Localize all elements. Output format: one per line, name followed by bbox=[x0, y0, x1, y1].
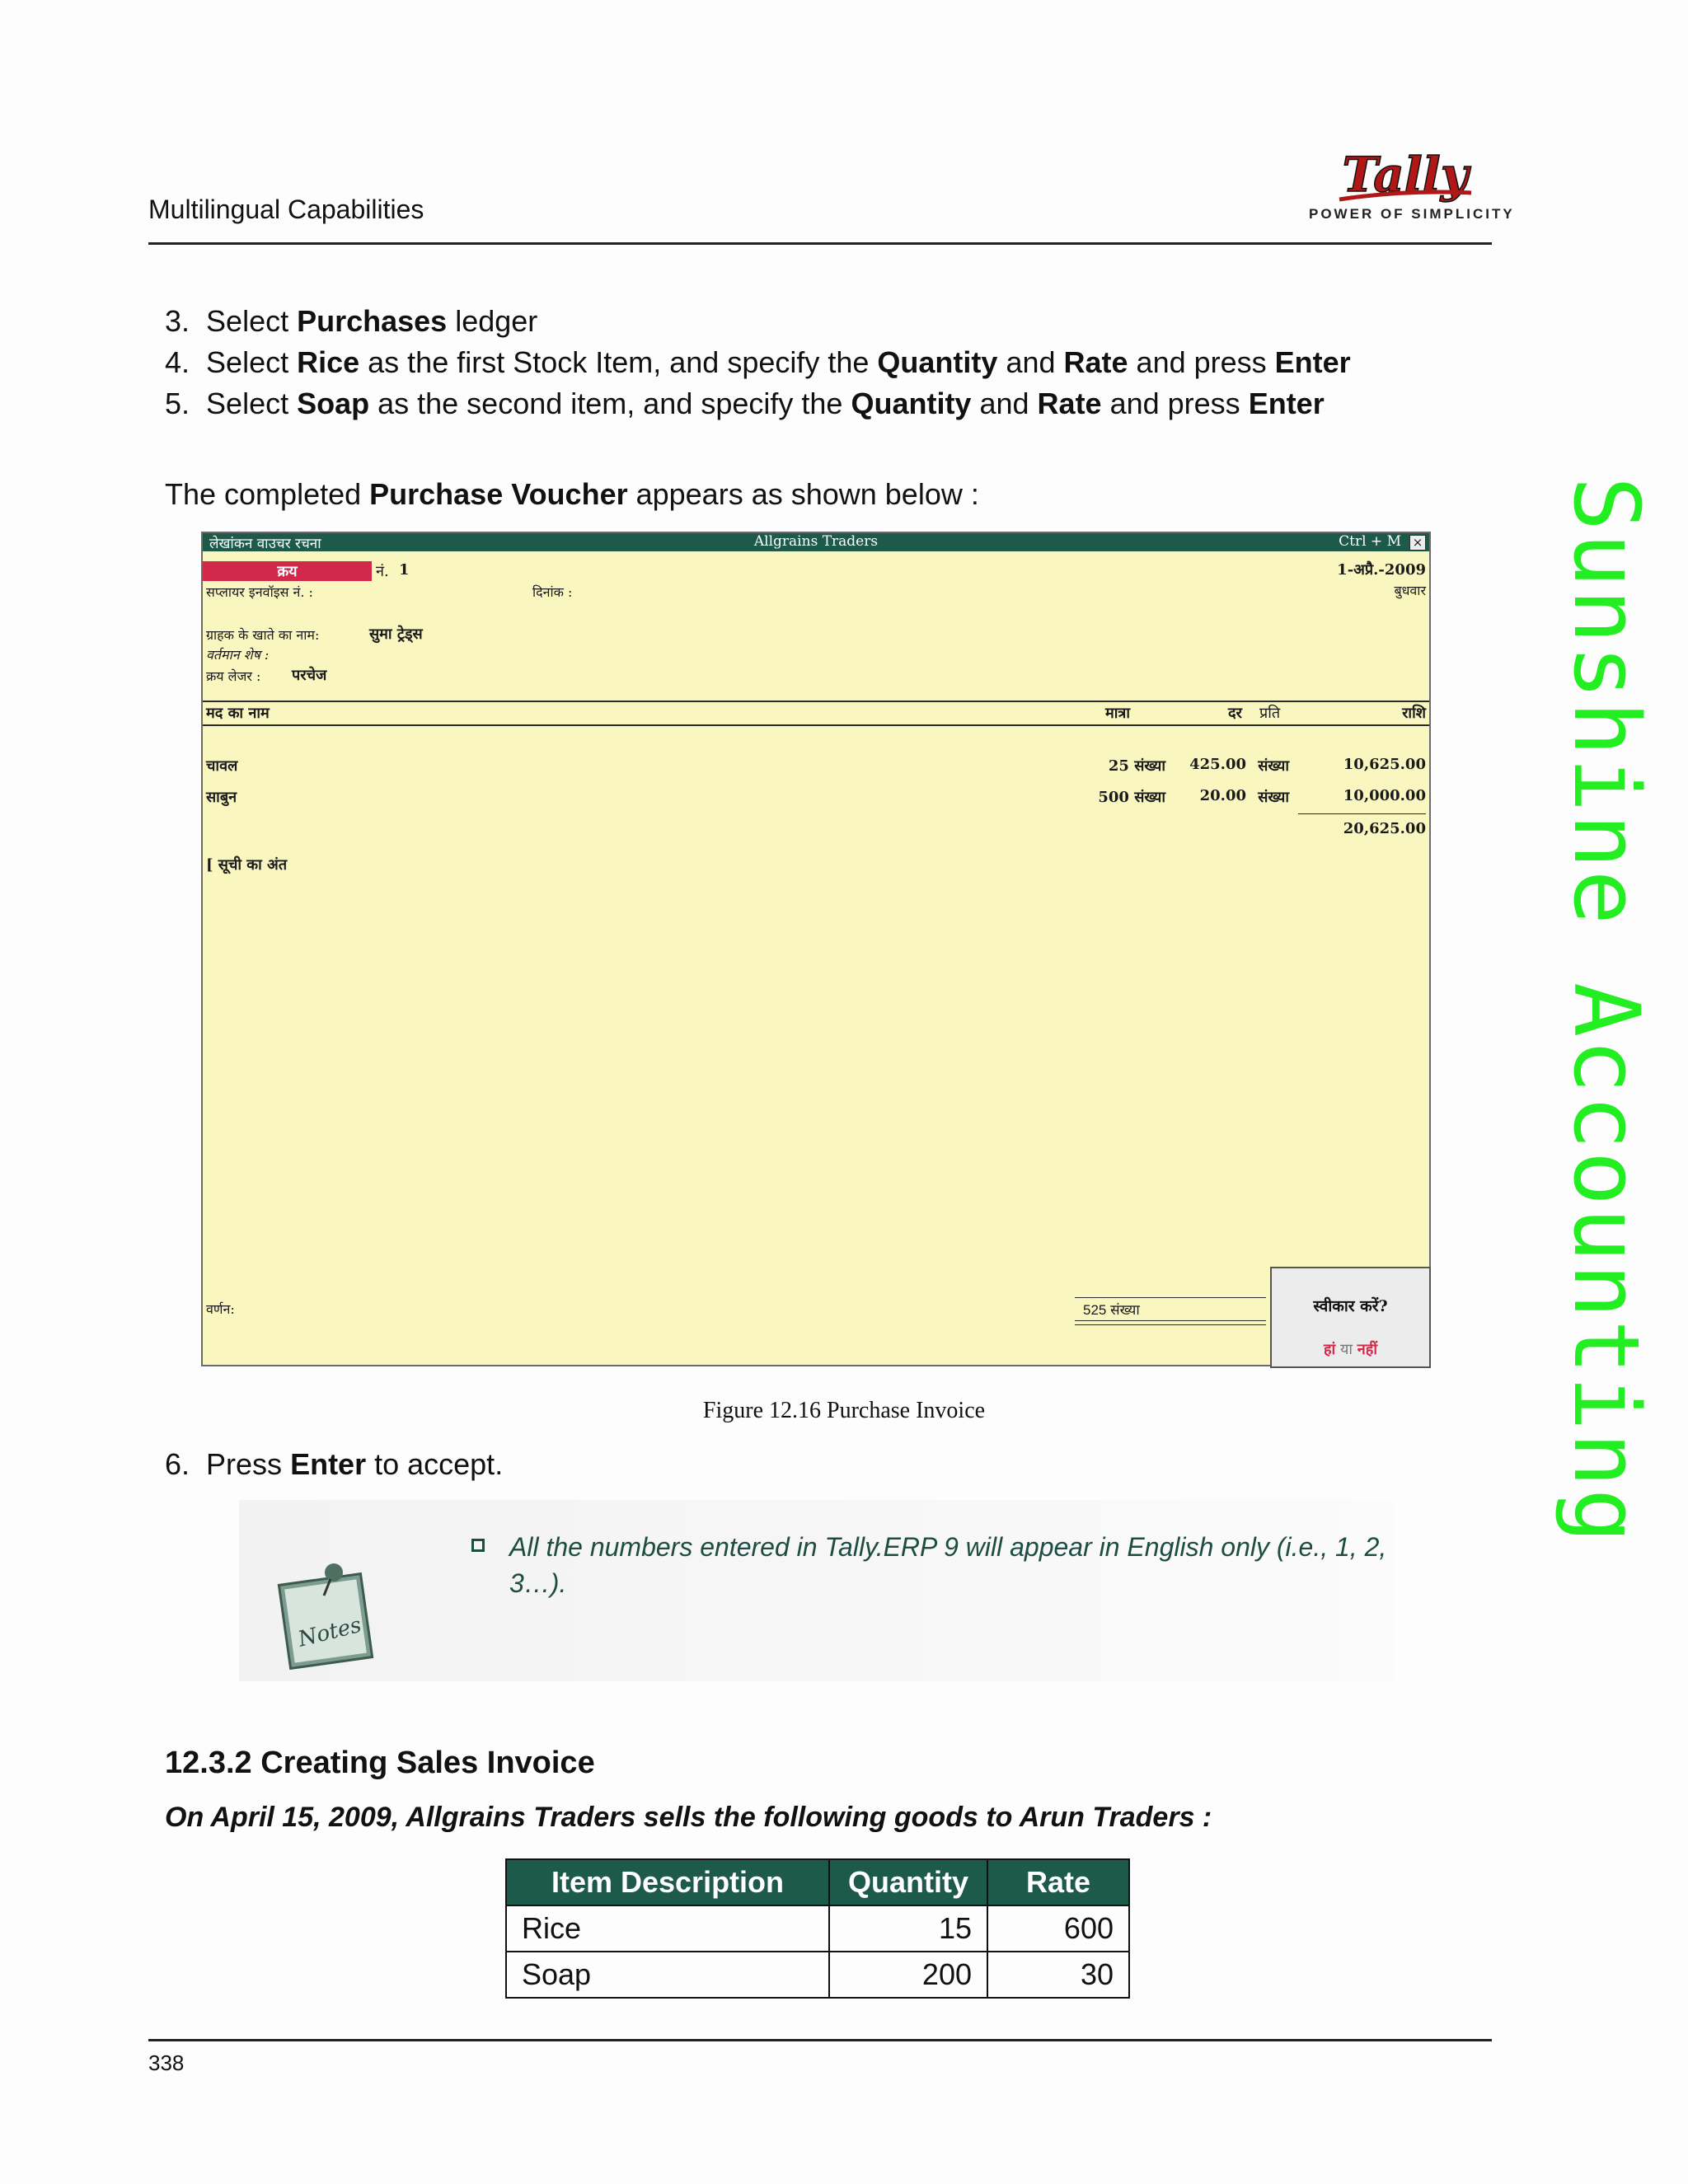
footer-divider bbox=[148, 2039, 1492, 2041]
cell-rate: 600 bbox=[987, 1905, 1129, 1952]
item-amount: 10,000.00 bbox=[1343, 787, 1426, 804]
step-text: and bbox=[971, 387, 1038, 420]
item-per: संख्या bbox=[1258, 789, 1289, 806]
total-qty-rule-top bbox=[1075, 1297, 1266, 1298]
cell-item: Rice bbox=[506, 1905, 829, 1952]
item-qty: 25 संख्या bbox=[1108, 757, 1165, 775]
step-keyword: Enter bbox=[1248, 387, 1325, 420]
section-title: 12.3.2 Creating Sales Invoice bbox=[165, 1746, 595, 1780]
voucher-no: 1 bbox=[399, 561, 410, 579]
voucher-screenshot bbox=[201, 532, 1431, 1366]
step-number: 5. bbox=[165, 387, 207, 420]
header-rate: Rate bbox=[987, 1859, 1129, 1905]
step-5 bbox=[165, 386, 1325, 422]
accept-dialog bbox=[1270, 1267, 1431, 1368]
notes-icon-label: Notes bbox=[295, 1612, 364, 1652]
figure-caption: Figure 12.16 Purchase Invoice bbox=[702, 1398, 986, 1423]
step-3 bbox=[165, 303, 537, 340]
header-quantity: Quantity bbox=[829, 1859, 987, 1905]
step-text: ledger bbox=[447, 304, 538, 338]
date-label: दिनांक : bbox=[532, 584, 573, 600]
subtotal-rule bbox=[1298, 813, 1426, 814]
svg-text:Tally: Tally bbox=[1342, 147, 1469, 203]
table-row bbox=[506, 1905, 1129, 1952]
intro-pre: The completed bbox=[165, 477, 370, 511]
step-text: Select bbox=[206, 304, 298, 338]
step-keyword: Quantity bbox=[851, 387, 972, 420]
item-name[interactable]: साबुन bbox=[206, 789, 237, 806]
item-amount: 10,625.00 bbox=[1343, 756, 1426, 773]
or-label: या bbox=[1339, 1341, 1353, 1358]
cell-quantity: 200 bbox=[829, 1952, 987, 1998]
watermark-text: Sunshine Accounting bbox=[1554, 476, 1659, 1545]
no-option[interactable]: नहीं bbox=[1357, 1341, 1378, 1358]
step-number: 4. bbox=[165, 345, 207, 379]
item-rate: 20.00 bbox=[1199, 787, 1246, 804]
total-qty-rule-bottom bbox=[1075, 1320, 1266, 1321]
step-number: 3. bbox=[165, 304, 207, 338]
table-header-row bbox=[506, 1859, 1129, 1905]
cell-item: Soap bbox=[506, 1952, 829, 1998]
total-amount: 20,625.00 bbox=[1343, 820, 1426, 837]
page-header-title: Multilingual Capabilities bbox=[148, 194, 424, 224]
voucher-day: बुधवार bbox=[1394, 583, 1426, 598]
step-text: to accept. bbox=[366, 1447, 504, 1481]
section-subtitle: On April 15, 2009, Allgrains Traders sells the following goods to Arun Traders : bbox=[165, 1802, 1212, 1833]
cell-rate: 30 bbox=[987, 1952, 1129, 1998]
step-keyword: Rice bbox=[297, 345, 360, 379]
purchase-ledger-label: क्रय लेजर : bbox=[206, 668, 261, 684]
voucher-type-badge: क्रय bbox=[203, 561, 372, 581]
note-text: All the numbers entered in Tally.ERP 9 will appear in English only (i.e., 1, 2, 3…). bbox=[509, 1532, 1387, 1598]
item-qty: 500 संख्या bbox=[1098, 789, 1165, 806]
intro-post: appears as shown below : bbox=[627, 477, 979, 511]
title-bar-left: लेखांकन वाउचर रचना bbox=[209, 536, 321, 552]
party-label: ग्राहक के खाते का नाम: bbox=[206, 627, 320, 643]
party-value[interactable]: सुमा ट्रेड्स bbox=[369, 626, 423, 643]
col-qty: मात्रा bbox=[1105, 705, 1131, 722]
intro-bold: Purchase Voucher bbox=[369, 477, 628, 511]
step-text: Select bbox=[206, 345, 298, 379]
title-bar bbox=[203, 533, 1429, 551]
goods-table bbox=[505, 1858, 1130, 1999]
step-text: Select bbox=[206, 387, 298, 420]
step-text: and press bbox=[1128, 345, 1275, 379]
voucher-date[interactable]: 1-अप्रै.-2009 bbox=[1337, 561, 1426, 579]
narration-label: वर्णन: bbox=[206, 1301, 235, 1317]
close-icon[interactable]: × bbox=[1409, 535, 1426, 551]
step-4 bbox=[165, 344, 1351, 381]
cell-quantity: 15 bbox=[829, 1905, 987, 1952]
notes-icon bbox=[276, 1558, 383, 1673]
step-text: and bbox=[997, 345, 1064, 379]
header-divider bbox=[148, 242, 1492, 245]
voucher-no-label: नं. bbox=[376, 563, 389, 580]
shortcut-label: Ctrl + M bbox=[1339, 533, 1401, 550]
total-qty: 525 संख्या bbox=[1083, 1302, 1140, 1318]
step-keyword: Enter bbox=[1274, 345, 1351, 379]
company-title: Allgrains Traders bbox=[753, 533, 879, 550]
step-keyword: Rate bbox=[1063, 345, 1128, 379]
header-item-description: Item Description bbox=[506, 1859, 829, 1905]
step-6 bbox=[165, 1446, 503, 1483]
item-per: संख्या bbox=[1258, 757, 1289, 775]
col-amount: राशि bbox=[1402, 705, 1426, 722]
table-row bbox=[506, 1952, 1129, 1998]
col-item: मद का नाम bbox=[206, 705, 270, 722]
yes-option[interactable]: हां bbox=[1323, 1341, 1336, 1358]
step-text: Press bbox=[206, 1447, 291, 1481]
current-balance-label: वर्तमान शेष : bbox=[206, 647, 270, 663]
step-keyword: Soap bbox=[297, 387, 370, 420]
step-keyword: Rate bbox=[1037, 387, 1102, 420]
item-name[interactable]: चावल bbox=[206, 757, 238, 775]
step-keyword: Purchases bbox=[297, 304, 448, 338]
step-text: and press bbox=[1101, 387, 1249, 420]
accept-prompt: स्वीकार करें? bbox=[1313, 1297, 1388, 1315]
col-per: प्रति bbox=[1259, 705, 1281, 722]
total-qty-rule-double bbox=[1075, 1324, 1266, 1325]
step-text: as the second item, and specify the bbox=[369, 387, 851, 420]
purchase-ledger-value[interactable]: परचेज bbox=[292, 667, 327, 684]
step-keyword: Enter bbox=[290, 1447, 367, 1481]
columns-top-rule bbox=[203, 701, 1429, 702]
step-keyword: Quantity bbox=[877, 345, 998, 379]
page-number: 338 bbox=[148, 2050, 185, 2075]
step-number: 6. bbox=[165, 1447, 207, 1481]
supplier-invoice-label: सप्लायर इनवॉइस नं. : bbox=[206, 584, 313, 600]
accept-options bbox=[1272, 1339, 1429, 1359]
intro-text bbox=[165, 476, 979, 513]
end-of-list: [ सूची का अंत bbox=[206, 856, 288, 874]
item-rate: 425.00 bbox=[1189, 756, 1246, 773]
col-rate: दर bbox=[1228, 705, 1242, 722]
columns-bottom-rule bbox=[203, 724, 1429, 726]
logo-tagline: POWER OF SIMPLICITY bbox=[1309, 206, 1515, 222]
step-text: as the first Stock Item, and specify the bbox=[359, 345, 878, 379]
bullet-square-icon bbox=[471, 1539, 485, 1552]
